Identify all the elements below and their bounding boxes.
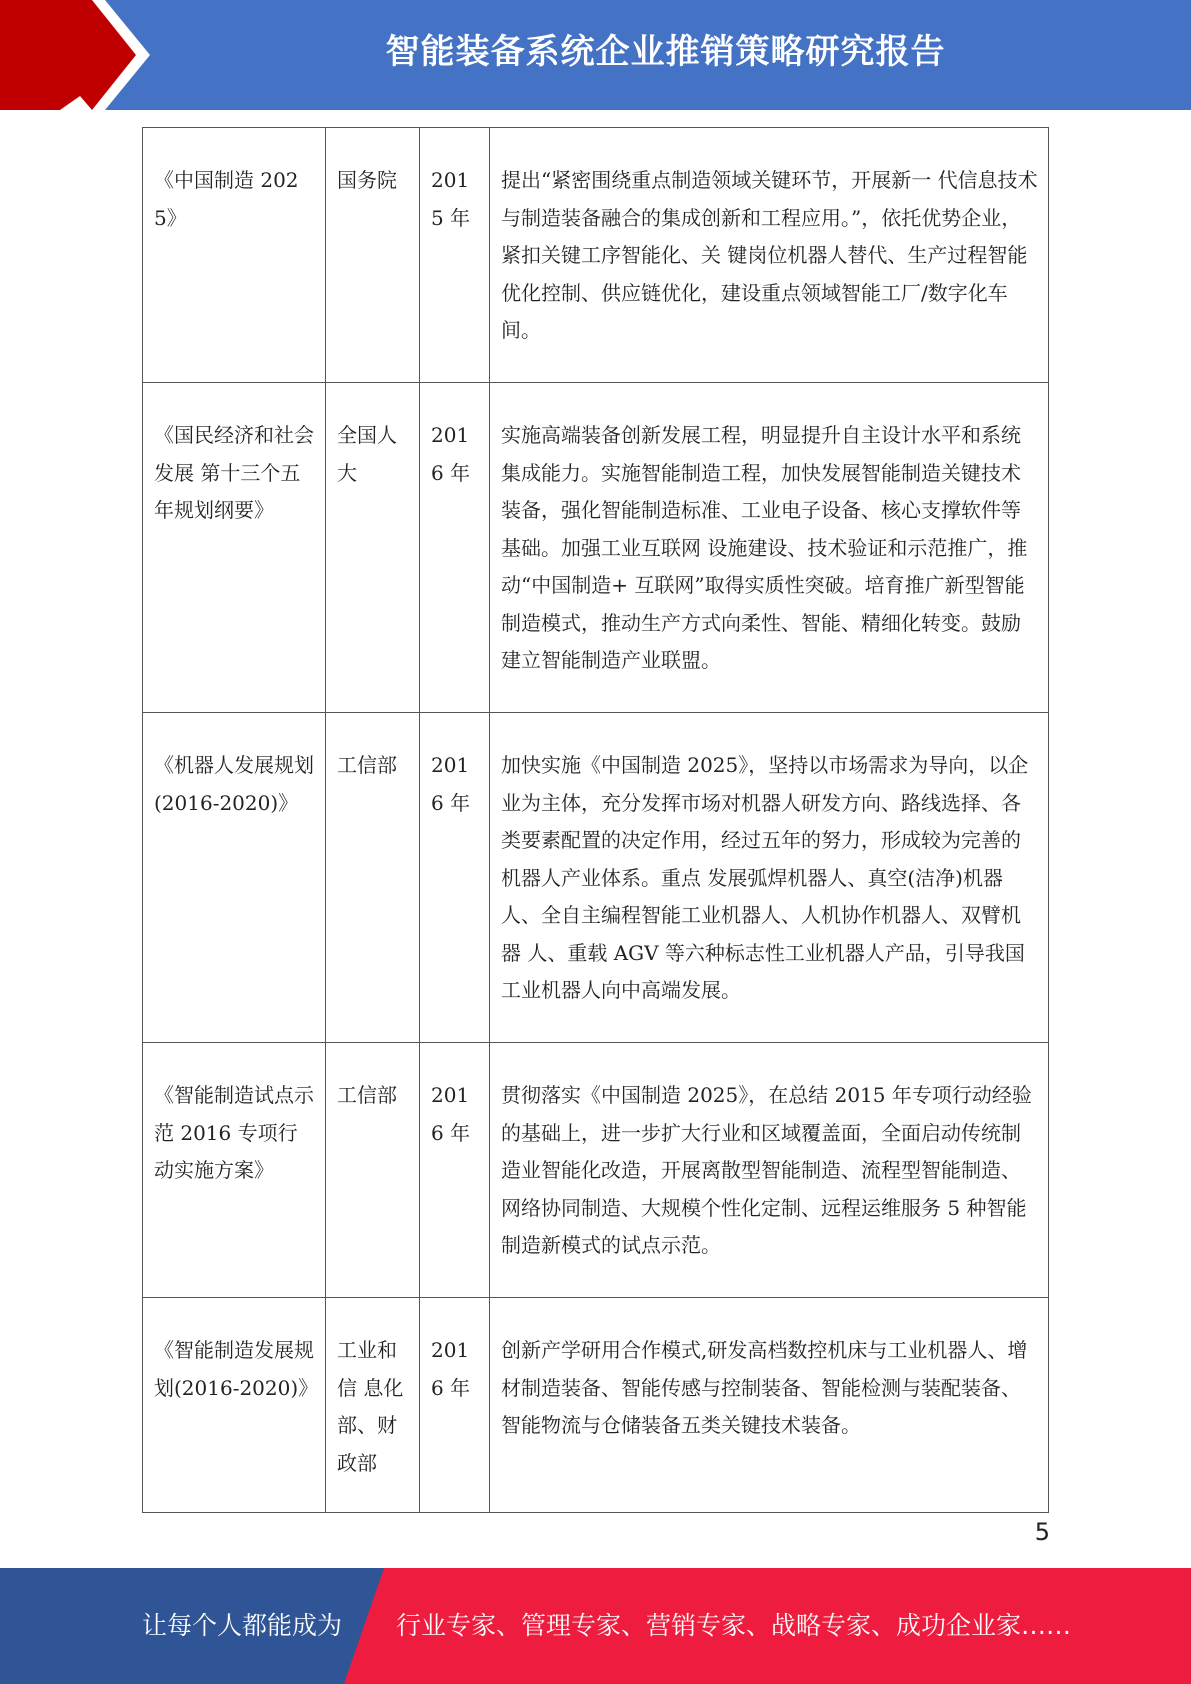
policy-description-cell: 贯彻落实《中国制造 2025》，在总结 2015 年专项行动经验的基础上，进一步扩大行业和区域覆盖面，全面启动传统制造业智能化改造，开展离散型智能制造、流程型智能制造、网络协同制造、大规模个性化定制、远程运维服务 5 种智能制造新模式的试点示范。 xyxy=(490,1043,1049,1298)
policy-name-cell: 《中国制造 2025》 xyxy=(143,128,326,383)
issue-year-cell: 2016 年 xyxy=(420,383,490,713)
page-footer xyxy=(0,1568,1191,1684)
issuing-body-cell: 国务院 xyxy=(326,128,420,383)
issue-year-cell: 2016 年 xyxy=(420,1298,490,1513)
policy-description-cell: 加快实施《中国制造 2025》，坚持以市场需求为导向，以企业为主体，充分发挥市场对机器人研发方向、路线选择、各类要素配置的决定作用，经过五年的努力，形成较为完善的机器人产业体系。重点 发展弧焊机器人、真空(洁净)机器人、全自主编程智能工业机器人、人机协作机器人、双臂机器 人、重载 AGV 等六种标志性工业机器人产品，引导我国工业机器人向中高端发展。 xyxy=(490,713,1049,1043)
issuing-body-cell: 工信部 xyxy=(326,713,420,1043)
footer-slogan-left: 让每个人都能成为 xyxy=(142,1611,343,1640)
policy-description-cell: 实施高端装备创新发展工程，明显提升自主设计水平和系统集成能力。实施智能制造工程，加快发展智能制造关键技术装备，强化智能制造标准、工业电子设备、核心支撑软件等基础。加强工业互联网 设施建设、技术验证和示范推广，推动“中国制造+ 互联网”取得实质性突破。培育推广新型智能制造模式，推动生产方式向柔性、智能、精细化转变。鼓励建立智能制造产业联盟。 xyxy=(490,383,1049,713)
policy-description-cell: 提出“紧密围绕重点制造领域关键环节，开展新一 代信息技术与制造装备融合的集成创新和工程应用。”，依托优势企业，紧扣关键工序智能化、关 键岗位机器人替代、生产过程智能优化控制、供应链优化，建设重点领域智能工厂/数字化车间。 xyxy=(490,128,1049,383)
table-row xyxy=(143,1043,1049,1298)
issuing-body-cell: 全国人大 xyxy=(326,383,420,713)
policy-name-cell: 《国民经济和社会发展 第十三个五年规划纲要》 xyxy=(143,383,326,713)
footer-slogan-right: 行业专家、管理专家、营销专家、战略专家、成功企业家…… xyxy=(396,1611,1072,1640)
policy-description-cell: 创新产学研用合作模式,研发高档数控机床与工业机器人、增材制造装备、智能传感与控制装备、智能检测与装配装备、智能物流与仓储装备五类关键技术装备。 xyxy=(490,1298,1049,1513)
policy-name-cell: 《智能制造发展规划(2016-2020)》 xyxy=(143,1298,326,1513)
issue-year-cell: 2016 年 xyxy=(420,713,490,1043)
policy-name-cell: 《智能制造试点示范 2016 专项行动实施方案》 xyxy=(143,1043,326,1298)
page-header xyxy=(0,0,1191,110)
policy-name-cell: 《机器人发展规划(2016-2020)》 xyxy=(143,713,326,1043)
issue-year-cell: 2015 年 xyxy=(420,128,490,383)
issue-year-cell: 2016 年 xyxy=(420,1043,490,1298)
table-row xyxy=(143,1298,1049,1513)
table-row xyxy=(143,383,1049,713)
issuing-body-cell: 工信部 xyxy=(326,1043,420,1298)
table-row xyxy=(143,128,1049,383)
issuing-body-cell: 工业和信 息化部、财政部 xyxy=(326,1298,420,1513)
policy-table xyxy=(142,127,1049,1513)
page-title: 智能装备系统企业推销策略研究报告 xyxy=(385,32,946,72)
header-chevron-decoration xyxy=(0,0,160,110)
page-number: 5 xyxy=(1034,1518,1050,1546)
table-row xyxy=(143,713,1049,1043)
